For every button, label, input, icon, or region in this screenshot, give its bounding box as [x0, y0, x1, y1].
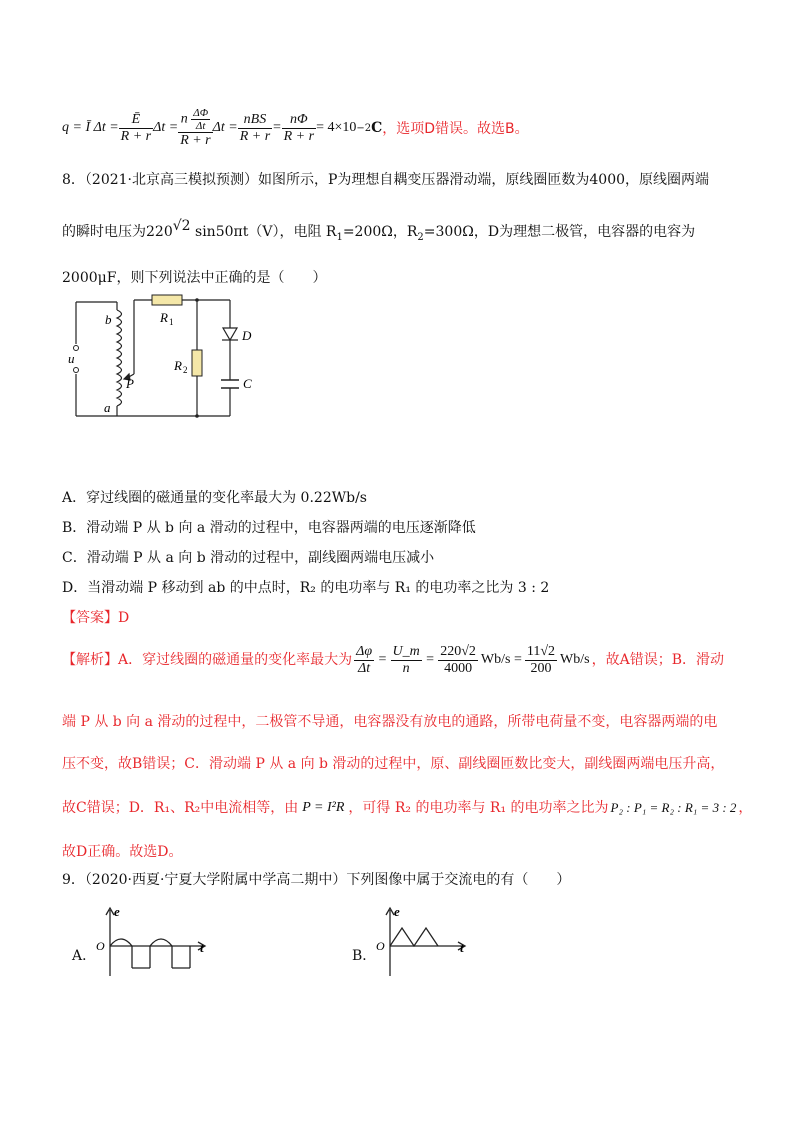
q8-line3: 2000μF，则下列说法中正确的是（ ） — [62, 270, 327, 286]
circuit-diagram — [62, 292, 262, 422]
q8-line2: 的瞬时电压为220√2 sin50πt（V），电阻 $R_1=200\Omega$，$R_2=300\Omega$，D为理想二极管，电容器的电容为 — [62, 218, 696, 243]
fraction-4: $\frac{n\Phi}{R + r}$ — [283, 111, 315, 144]
q8-option-d: D．当滑动端 P 移动到 ab 的中点时，R₂ 的电功率与 R₁ 的电功率之比为 3 : 2 — [62, 580, 550, 596]
label-r1: R — [160, 310, 168, 325]
label-u: u — [68, 351, 75, 366]
label-a: a — [104, 400, 111, 415]
top-formula: q = Ī Δt = $\frac{Ē}{R + r}$ Δt = n $\frac{\Delta\Phi}{\Delta t}$ R + r Δt = $\frac{\text{nBS}}{R + r}$ = $\frac{n\Phi}{R + r}$ = 4×10 −2 C ，选项D错误。故选B。 — [62, 107, 529, 148]
origin-b: O — [376, 939, 385, 953]
formula-tail: ，选项D错误。故选B。 — [382, 121, 529, 137]
flux-formula: $\frac{\Delta\varphi}{\Delta t}$ = $\frac{U\_m}{n}$ = $\frac{220√2}{4000}$ Wb/s = $\frac{11√2}{200}$ Wb/s — [356, 643, 590, 676]
fraction-3: $\frac{\text{nBS}}{R + r}$ — [239, 111, 271, 144]
label-d: D — [242, 328, 252, 343]
terminal-top — [74, 346, 79, 351]
axis-e-b: e — [394, 904, 400, 919]
q8-analysis-line2: 端 P 从 b 向 a 滑动的过程中，二极管不导通，电容器没有放电的通路，所带电荷量不变，电容器两端的电 — [62, 714, 718, 730]
origin-a: O — [96, 939, 105, 953]
formula-prefix: q = Ī Δt = — [62, 120, 119, 135]
q9-option-b-label: B． — [352, 948, 377, 964]
q9-stem: 9．（2020·西夏·宁夏大学附属中学高二期中）下列图像中属于交流电的有（ ） — [62, 872, 571, 888]
fraction-2: n $\frac{\Delta\Phi}{\Delta t}$ R + r — [180, 107, 211, 148]
graph-a — [92, 902, 212, 982]
q8-analysis-line4: 故C错误；D．R₁、R₂中电流相等，由 P = I²R ，可得 R₂ 的电功率与 R₁ 的电功率之比为 P₂ : P₁ = R₂ : R₁ = 3 : 2 ， — [62, 800, 753, 816]
capacitor — [221, 380, 239, 388]
q9-option-a-label: A． — [72, 948, 97, 964]
q8-analysis-line1: 【解析】 A．穿过线圈的磁通量的变化率最大为 $\frac{\Delta\varphi}{\Delta t}$ = $\frac{U\_m}{n}$ = $\frac{220√2}{4000}$ Wb/s = $\frac{11√2}{200}$ Wb/s ，故A错误；B．滑动 — [62, 643, 724, 676]
q8-answer: 【答案】D — [62, 610, 130, 626]
axis-t-a: t — [200, 940, 204, 955]
label-p: P — [126, 376, 134, 391]
q8-analysis-line5: 故D正确。故选D。 — [62, 844, 183, 860]
label-c: C — [243, 376, 252, 391]
wave-hump-2 — [150, 939, 172, 946]
q8-analysis-line3: 压不变，故B错误；C．滑动端 P 从 a 向 b 滑动的过程中，原、副线圈匝数比变大，副线圈两端电压升高， — [62, 756, 725, 772]
q8-option-c: C．滑动端 P 从 a 向 b 滑动的过程中，副线圈两端电压减小 — [62, 550, 435, 566]
terminal-bottom — [74, 368, 79, 373]
label-r2-sub: 2 — [183, 365, 188, 375]
resistor-r1 — [152, 295, 182, 305]
axis-e-a: e — [114, 904, 120, 919]
wave-hump-1 — [110, 939, 132, 946]
q8-option-b: B．滑动端 P 从 b 向 a 滑动的过程中，电容器两端的电压逐渐降低 — [62, 520, 476, 536]
fraction-1: $\frac{Ē}{R + r}$ — [120, 111, 152, 144]
q8-option-a: A．穿过线圈的磁通量的变化率最大为 0.22Wb/s — [62, 490, 367, 506]
diode — [222, 328, 238, 340]
resistor-r2 — [192, 350, 202, 376]
coil — [117, 310, 122, 406]
triangle-wave — [390, 928, 438, 946]
label-b: b — [105, 312, 112, 327]
q8-line1: 8．（2021·北京高三模拟预测）如图所示，P为理想自耦变压器滑动端，原线圈匝数为4000，原线圈两端 — [62, 172, 710, 188]
label-r2: R — [174, 358, 182, 373]
graph-b — [372, 902, 472, 982]
axis-t-b: t — [460, 940, 464, 955]
label-r1-sub: 1 — [169, 317, 174, 327]
